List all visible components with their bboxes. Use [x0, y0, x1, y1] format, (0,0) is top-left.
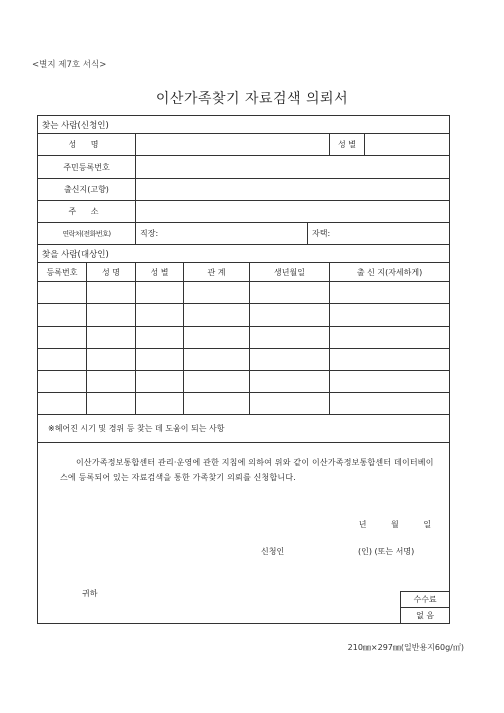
form-number-label: <별지 제7호 서식> [32, 60, 107, 70]
hometown-label: 출신지(고향) [38, 179, 136, 201]
table-row [38, 327, 450, 349]
searcher-gender-label: 성 별 [330, 134, 365, 156]
address-field[interactable] [136, 201, 450, 223]
col-header-relation: 관 계 [184, 263, 250, 282]
document-title: 이산가족찾기 자료검색 의뢰서 [155, 91, 349, 107]
col-header-birthdate: 생년월일 [250, 263, 330, 282]
date-field[interactable]: 년 월 일 [358, 520, 432, 529]
col-header-hometown: 출 신 지(자세하게) [330, 263, 450, 282]
fee-box [400, 591, 450, 624]
work-phone-field[interactable] [136, 223, 308, 245]
table-row [38, 349, 450, 371]
applicant-label: 신청인 [261, 547, 285, 556]
resident-id-field[interactable] [136, 156, 450, 179]
col-header-name: 성 명 [87, 263, 136, 282]
contact-label: 연락처(전화번호) [38, 223, 136, 245]
target-section-header: 찾을 사람(대상인) [38, 245, 450, 263]
col-header-gender: 성 별 [136, 263, 184, 282]
hometown-field[interactable] [136, 179, 450, 201]
table-row [38, 371, 450, 393]
declaration-text: 이산가족정보통합센터 관리·운영에 관한 지침에 의하여 위와 같이 이산가족정보통합센터 데이터베이스에 등록되어 있는 자료검색을 통한 가족찾기 의뢰를 신청합니다. [60, 458, 434, 482]
address-label: 주 소 [38, 201, 136, 223]
table-row [38, 304, 450, 327]
home-phone-field[interactable] [308, 223, 450, 245]
request-form [37, 115, 450, 624]
resident-id-label: 주민등록번호 [38, 156, 136, 179]
searcher-name-label: 성 명 [38, 134, 136, 156]
fee-label: 수수료 [401, 592, 450, 608]
searcher-gender-field[interactable] [365, 134, 450, 156]
declaration-block [38, 443, 450, 624]
table-row [38, 393, 450, 415]
addressee-label: 귀하 [82, 589, 98, 598]
work-phone-label: 직장: [140, 229, 159, 238]
home-phone-label: 자택: [312, 229, 331, 238]
table-row [38, 282, 450, 304]
col-header-registration-no: 등록번호 [38, 263, 87, 282]
seal-or-signature[interactable]: (인) (또는 서명) [358, 547, 415, 556]
paper-spec: 210㎜×297㎜(일반용지60g/㎡) [347, 643, 464, 652]
searcher-section-header: 찾는 사람(신청인) [38, 116, 450, 134]
searcher-name-field[interactable] [136, 134, 330, 156]
separation-note[interactable]: ※헤어진 시기 및 경위 등 찾는 데 도움이 되는 사항 [38, 415, 450, 443]
fee-value: 없 음 [401, 608, 450, 624]
